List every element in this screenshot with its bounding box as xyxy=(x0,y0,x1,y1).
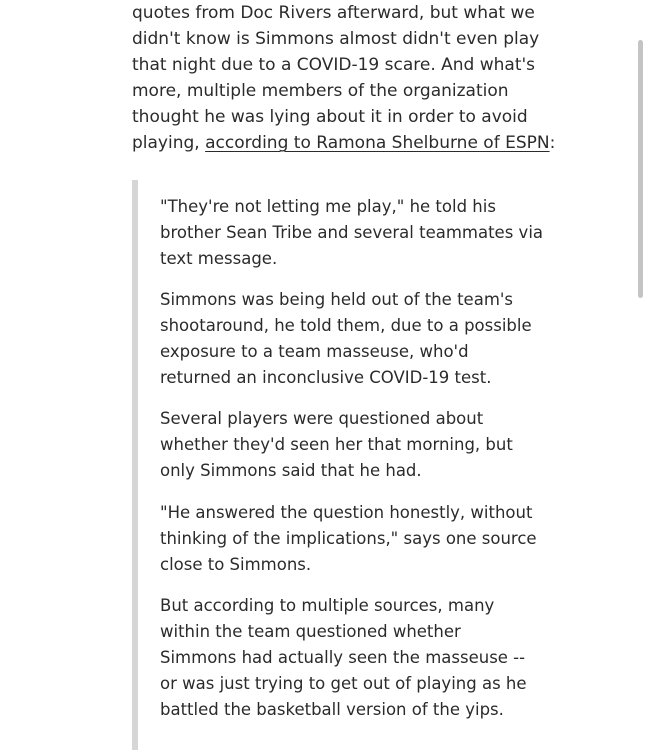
quote-line: returned an inconclusive COVID-19 test. xyxy=(160,368,492,387)
quote-paragraph-1 xyxy=(160,194,543,272)
quote-line: or was just trying to get out of playing as he xyxy=(160,674,527,693)
quote-line: Several players were questioned about xyxy=(160,409,484,428)
quote-line: exposure to a team masseuse, who'd xyxy=(160,342,469,361)
quote-line: only Simmons said that he had. xyxy=(160,461,422,480)
quote-line: whether they'd seen her that morning, but xyxy=(160,435,513,454)
quote-line: "He answered the question honestly, without xyxy=(160,503,533,522)
intro-line: thought he was lying about it in order to avoid xyxy=(132,107,528,127)
quote-line: Simmons was being held out of the team's xyxy=(160,290,514,309)
intro-last-line-prefix: playing, xyxy=(132,133,206,153)
intro-last-line xyxy=(132,130,556,156)
quote-paragraph-3 xyxy=(160,406,513,484)
quote-line: But according to multiple sources, many xyxy=(160,596,495,615)
intro-last-line-suffix: : xyxy=(549,133,556,153)
quote-line: shootaround, he told them, due to a possible xyxy=(160,316,532,335)
scrollbar-thumb[interactable] xyxy=(638,40,643,298)
quote-paragraph-2 xyxy=(160,287,532,391)
quote-line: text message. xyxy=(160,249,278,268)
quote-paragraph-4 xyxy=(160,500,537,578)
intro-line: quotes from Doc Rivers afterward, but what we xyxy=(132,3,535,23)
intro-line: didn't know is Simmons almost didn't even play xyxy=(132,29,540,49)
quote-line: close to Simmons. xyxy=(160,555,312,574)
blockquote xyxy=(132,180,544,750)
quote-line: brother Sean Tribe and several teammates via xyxy=(160,223,544,242)
intro-line: more, multiple members of the organization xyxy=(132,81,509,101)
quote-paragraph-5 xyxy=(160,593,527,723)
quote-line: thinking of the implications," says one source xyxy=(160,529,537,548)
quote-line: battled the basketball version of the yips. xyxy=(160,700,504,719)
intro-line: that night due to a COVID-19 scare. And what's xyxy=(132,55,536,75)
intro-paragraph xyxy=(132,0,556,156)
quote-line: Simmons had actually seen the masseuse -- xyxy=(160,648,526,667)
quote-line: within the team questioned whether xyxy=(160,622,461,641)
espn-source-link[interactable]: according to Ramona Shelburne of ESPN xyxy=(205,133,550,153)
quote-line: "They're not letting me play," he told his xyxy=(160,197,496,216)
